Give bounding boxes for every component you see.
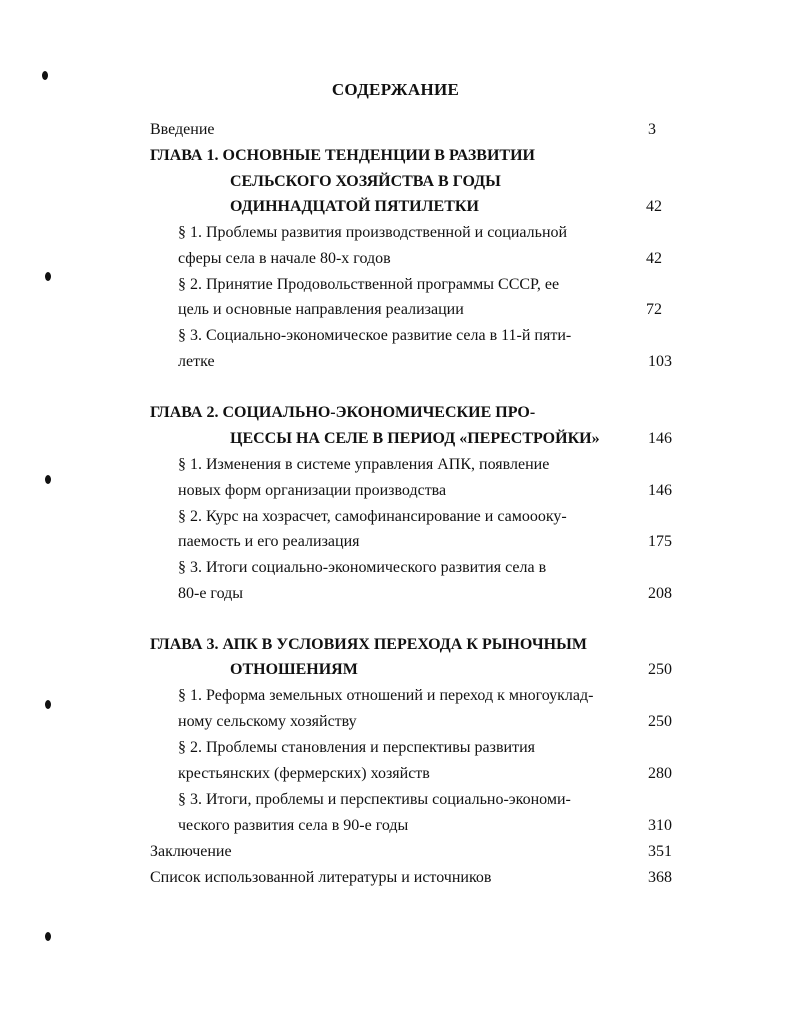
section-3-3: ческого развития села в 90-е годы bbox=[178, 817, 409, 834]
section-2-2: § 2. Курс на хозрасчет, самофинансирование и самоооку- bbox=[178, 508, 567, 525]
toc-page-chapter-2: 146 bbox=[648, 430, 672, 447]
toc-page-section-2-2: 175 bbox=[648, 533, 672, 550]
binder-hole-mark bbox=[45, 700, 51, 709]
chapter-2-heading: ГЛАВА 2. СОЦИАЛЬНО-ЭКОНОМИЧЕСКИЕ ПРО- bbox=[150, 404, 536, 421]
section-3-1: § 1. Реформа земельных отношений и переход к многоуклад- bbox=[178, 687, 594, 704]
chapter-1-heading: ОДИННАДЦАТОЙ ПЯТИЛЕТКИ bbox=[230, 198, 479, 215]
toc-page-section-3-2: 280 bbox=[648, 765, 672, 782]
section-1-3: летке bbox=[178, 353, 215, 370]
toc-page-bibliography: 368 bbox=[648, 869, 672, 886]
toc-page-section-1-1: 42 bbox=[646, 250, 662, 267]
binder-hole-mark bbox=[45, 475, 51, 484]
toc-page-section-1-3: 103 bbox=[648, 353, 672, 370]
section-3-3: § 3. Итоги, проблемы и перспективы социально-экономи- bbox=[178, 791, 571, 808]
toc-page-section-2-1: 146 bbox=[648, 482, 672, 499]
section-2-3: § 3. Итоги социально-экономического развития села в bbox=[178, 559, 547, 576]
chapter-2-heading: ЦЕССЫ НА СЕЛЕ В ПЕРИОД «ПЕРЕСТРОЙКИ» bbox=[230, 430, 600, 447]
binder-hole-mark bbox=[45, 272, 51, 281]
toc-page-chapter-3: 250 bbox=[648, 661, 672, 678]
section-3-2: § 2. Проблемы становления и перспективы развития bbox=[178, 739, 535, 756]
toc-page-chapter-1: 42 bbox=[646, 198, 662, 215]
toc-page-section-1-2: 72 bbox=[646, 301, 662, 318]
section-2-1: новых форм организации производства bbox=[178, 482, 447, 499]
section-1-2: цель и основные направления реализации bbox=[178, 301, 464, 318]
chapter-3-heading: ГЛАВА 3. АПК В УСЛОВИЯХ ПЕРЕХОДА К РЫНОЧНЫМ bbox=[150, 636, 587, 653]
toc-entry-intro: Введение bbox=[150, 121, 215, 138]
toc-page-intro: 3 bbox=[648, 121, 656, 138]
page-title: СОДЕРЖАНИЕ bbox=[331, 80, 460, 99]
chapter-1-heading: СЕЛЬСКОГО ХОЗЯЙСТВА В ГОДЫ bbox=[230, 173, 501, 190]
section-3-1: ному сельскому хозяйству bbox=[178, 713, 357, 730]
section-2-3: 80-е годы bbox=[178, 585, 244, 602]
toc-page-conclusion: 351 bbox=[648, 843, 672, 860]
section-2-1: § 1. Изменения в системе управления АПК, появление bbox=[178, 456, 550, 473]
section-1-1: § 1. Проблемы развития производственной и социальной bbox=[178, 224, 568, 241]
section-3-2: крестьянских (фермерских) хозяйств bbox=[178, 765, 430, 782]
toc-entry-conclusion: Заключение bbox=[150, 843, 232, 860]
binder-hole-mark bbox=[42, 71, 48, 80]
toc-page-section-2-3: 208 bbox=[648, 585, 672, 602]
chapter-3-heading: ОТНОШЕНИЯМ bbox=[230, 661, 358, 678]
toc-page-section-3-1: 250 bbox=[648, 713, 672, 730]
chapter-1-heading: ГЛАВА 1. ОСНОВНЫЕ ТЕНДЕНЦИИ В РАЗВИТИИ bbox=[150, 147, 535, 164]
toc-entry-bibliography: Список использованной литературы и источников bbox=[150, 869, 492, 886]
section-2-2: паемость и его реализация bbox=[178, 533, 360, 550]
binder-hole-mark bbox=[45, 932, 51, 941]
section-1-1: сферы села в начале 80-х годов bbox=[178, 250, 391, 267]
toc-page-section-3-3: 310 bbox=[648, 817, 672, 834]
section-1-3: § 3. Социально-экономическое развитие села в 11-й пяти- bbox=[178, 327, 572, 344]
section-1-2: § 2. Принятие Продовольственной программы СССР, ее bbox=[178, 276, 560, 293]
